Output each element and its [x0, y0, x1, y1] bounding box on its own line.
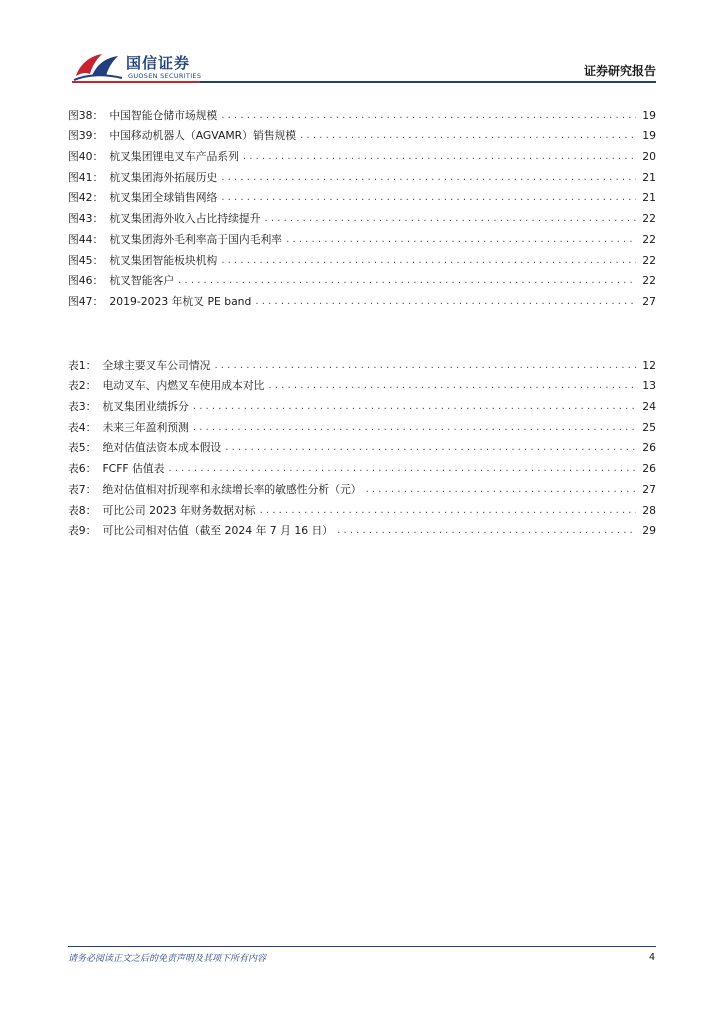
- toc-entry-title: 中国移动机器人（AGVAMR）销售规模: [109, 129, 297, 143]
- toc-entry-page: 19: [642, 129, 656, 143]
- toc-entry-title: 可比公司相对估值（截至 2024 年 7 月 16 日）: [102, 524, 334, 538]
- toc-entry-label: 表5：: [68, 441, 97, 455]
- logo-english-name: GUOSEN SECURITIES: [128, 72, 202, 80]
- toc-entry-table[interactable]: [68, 476, 656, 497]
- footer-disclaimer: 请务必阅读正文之后的免责声明及其项下所有内容: [68, 954, 267, 964]
- toc-entry-table[interactable]: [68, 393, 656, 414]
- toc-entry-title: 全球主要叉车公司情况: [102, 358, 211, 372]
- toc-entry-page: 21: [642, 170, 656, 184]
- figure-list: [68, 102, 656, 309]
- toc-entry-table[interactable]: [68, 518, 656, 539]
- toc-entry-label: 图40：: [68, 150, 104, 164]
- toc-entry-label: 表1：: [68, 358, 97, 372]
- guosen-logo-icon: [72, 50, 124, 84]
- toc-leader-dots: [337, 524, 636, 538]
- toc-entry-title: 绝对估值相对折现率和永续增长率的敏感性分析（元）: [102, 482, 362, 496]
- toc-entry-title: 杭叉集团智能板块机构: [109, 253, 218, 267]
- toc-entry-page: 12: [642, 358, 656, 372]
- toc-entry-figure[interactable]: [68, 268, 656, 289]
- toc-entry-figure[interactable]: [68, 205, 656, 226]
- toc-entry-label: 图47：: [68, 294, 104, 308]
- toc-entry-page: 26: [642, 441, 656, 455]
- toc-entry-title: 可比公司 2023 年财务数据对标: [102, 503, 256, 517]
- toc-leader-dots: [300, 129, 636, 143]
- toc-entry-label: 表4：: [68, 420, 97, 434]
- toc-entry-table[interactable]: [68, 414, 656, 435]
- logo-chinese-name: 国信证券: [126, 54, 191, 72]
- toc-entry-title: 杭叉集团锂电叉车产品系列: [109, 150, 239, 164]
- toc-entry-page: 13: [642, 379, 656, 393]
- toc-entry-page: 25: [642, 420, 656, 434]
- page-header: [0, 0, 724, 90]
- toc-leader-dots: [221, 191, 636, 205]
- toc-leader-dots: [268, 379, 636, 393]
- toc-entry-label: 表7：: [68, 482, 97, 496]
- toc-entry-label: 图44：: [68, 232, 104, 246]
- toc-entry-page: 19: [642, 108, 656, 122]
- toc-entry-page: 26: [642, 462, 656, 476]
- toc-leader-dots: [193, 421, 636, 435]
- toc-leader-dots: [243, 150, 636, 164]
- toc-entry-table[interactable]: [68, 373, 656, 394]
- toc-entry-title: 杭叉集团业绩拆分: [102, 400, 189, 414]
- header-rule-accent: [72, 81, 200, 83]
- toc-entry-figure[interactable]: [68, 226, 656, 247]
- toc-entry-figure[interactable]: [68, 288, 656, 309]
- toc-entry-page: 20: [642, 150, 656, 164]
- toc-entry-figure[interactable]: [68, 123, 656, 144]
- toc-entry-page: 28: [642, 503, 656, 517]
- toc-entry-label: 图38：: [68, 108, 104, 122]
- toc-leader-dots: [366, 483, 636, 497]
- toc-entry-figure[interactable]: [68, 185, 656, 206]
- toc-entry-label: 图42：: [68, 191, 104, 205]
- toc-entry-table[interactable]: [68, 435, 656, 456]
- toc-entry-table[interactable]: [68, 352, 656, 373]
- toc-entry-page: 22: [642, 212, 656, 226]
- toc-entry-title: 2019-2023 年杭叉 PE band: [109, 294, 252, 308]
- toc-entry-page: 22: [642, 232, 656, 246]
- toc-leader-dots: [221, 171, 636, 185]
- toc-entry-page: 24: [642, 400, 656, 414]
- toc-entry-title: 中国智能仓储市场规模: [109, 108, 218, 122]
- toc-entry-table[interactable]: [68, 497, 656, 518]
- toc-entry-title: 绝对估值法资本成本假设: [102, 441, 222, 455]
- toc-entry-page: 22: [642, 253, 656, 267]
- page-number: 4: [648, 952, 655, 963]
- toc-entry-label: 图43：: [68, 212, 104, 226]
- toc-entry-page: 27: [642, 482, 656, 496]
- toc-entry-title: 杭叉集团海外收入占比持续提升: [109, 212, 261, 226]
- header-rule: [200, 81, 656, 83]
- toc-entry-title: FCFF 估值表: [102, 462, 165, 476]
- toc-entry-label: 图46：: [68, 274, 104, 288]
- toc-leader-dots: [214, 359, 636, 373]
- toc-entry-label: 表9：: [68, 524, 97, 538]
- toc-entry-figure[interactable]: [68, 102, 656, 123]
- table-list: [68, 352, 656, 538]
- toc-entry-figure[interactable]: [68, 143, 656, 164]
- toc-entry-title: 未来三年盈利预测: [102, 420, 189, 434]
- toc-leader-dots: [168, 462, 636, 476]
- toc-entry-label: 表6：: [68, 462, 97, 476]
- toc-leader-dots: [178, 274, 636, 288]
- toc-leader-dots: [221, 254, 636, 268]
- toc-leader-dots: [255, 295, 636, 309]
- toc-entry-label: 图41：: [68, 170, 104, 184]
- toc-entry-page: 27: [642, 294, 656, 308]
- toc-leader-dots: [193, 400, 636, 414]
- toc-leader-dots: [225, 441, 636, 455]
- footer-rule: [68, 946, 656, 947]
- toc-leader-dots: [221, 109, 636, 123]
- toc-entry-title: 杭叉集团全球销售网络: [109, 191, 218, 205]
- toc-leader-dots: [286, 233, 636, 247]
- toc-entry-page: 22: [642, 274, 656, 288]
- toc-entry-title: 电动叉车、内燃叉车使用成本对比: [102, 379, 265, 393]
- toc-entry-label: 表2：: [68, 379, 97, 393]
- toc-entry-figure[interactable]: [68, 164, 656, 185]
- toc-entry-page: 29: [642, 524, 656, 538]
- toc-entry-title: 杭叉集团海外毛利率高于国内毛利率: [109, 232, 283, 246]
- toc-entry-title: 杭叉智能客户: [109, 274, 175, 288]
- toc-entry-label: 图45：: [68, 253, 104, 267]
- report-type-label: 证券研究报告: [583, 64, 656, 78]
- toc-entry-title: 杭叉集团海外拓展历史: [109, 170, 218, 184]
- toc-entry-page: 21: [642, 191, 656, 205]
- toc-entry-label: 表8：: [68, 503, 97, 517]
- toc-entry-label: 图39：: [68, 129, 104, 143]
- toc-entry-figure[interactable]: [68, 247, 656, 268]
- toc-leader-dots: [265, 212, 637, 226]
- toc-leader-dots: [260, 504, 636, 518]
- toc-entry-table[interactable]: [68, 455, 656, 476]
- toc-entry-label: 表3：: [68, 400, 97, 414]
